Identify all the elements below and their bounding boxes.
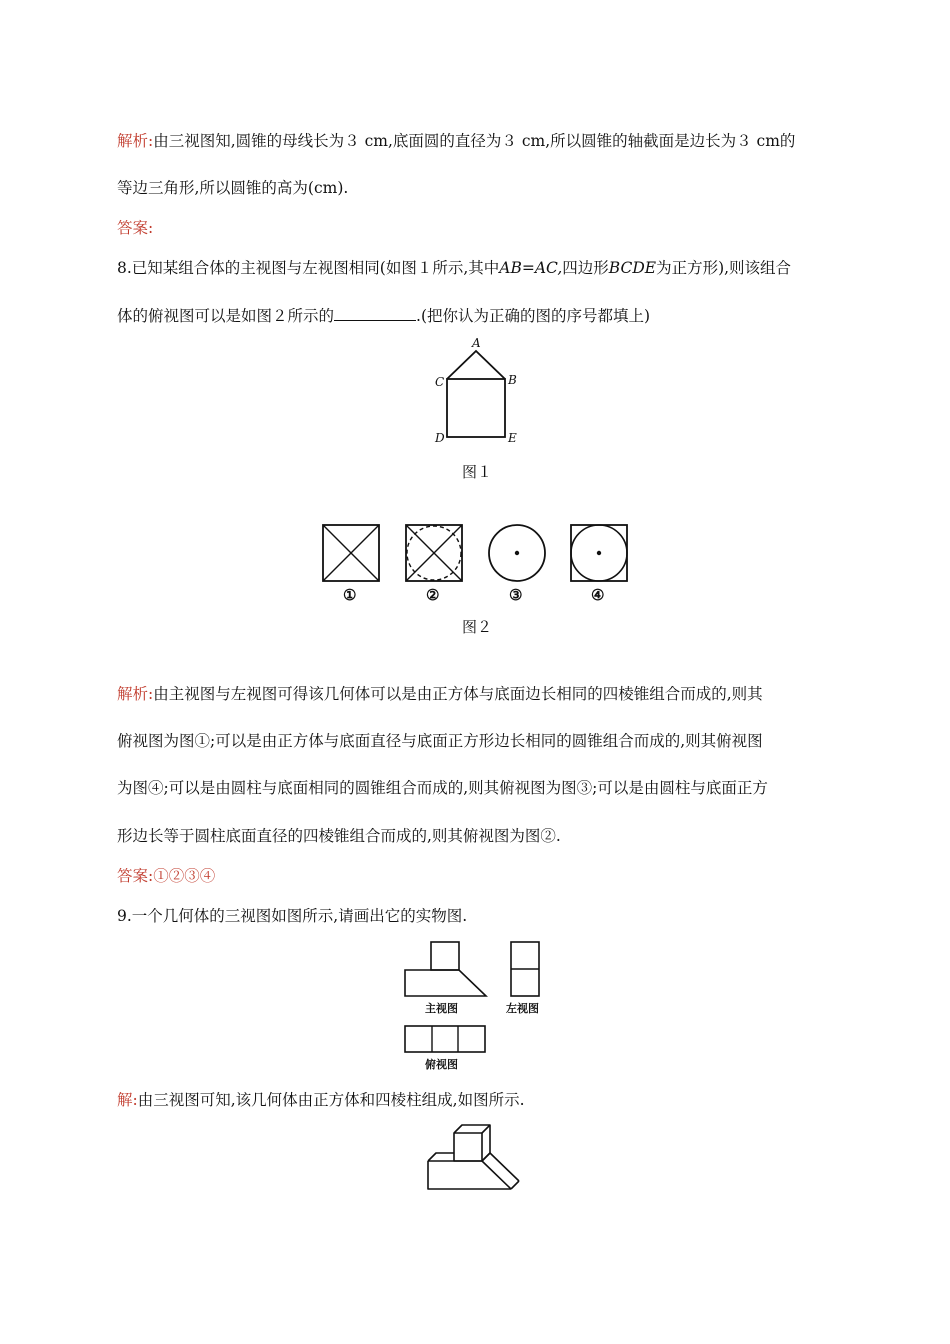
top-view-label: 俯视图 — [425, 1058, 458, 1071]
label-c: C — [435, 375, 445, 389]
answer-label: 答案: — [117, 867, 154, 885]
analysis-label: 解析: — [117, 685, 154, 703]
option-4-label: ④ — [591, 586, 605, 604]
roof-triangle — [447, 351, 505, 379]
answer-value: ①②③④ — [153, 867, 216, 885]
label-d: D — [435, 431, 445, 445]
q9-solution — [117, 1090, 525, 1110]
option-3-label: ③ — [509, 586, 523, 604]
option-2-label: ② — [426, 586, 440, 604]
option-1-view — [323, 525, 379, 581]
front-view — [405, 942, 486, 996]
analysis-text: 由三视图知,圆锥的母线长为３ cm,底面圆的直径为３ cm,所以圆锥的轴截面是边长为３ cm的 — [153, 132, 796, 150]
option-3-view — [489, 525, 545, 581]
analysis-text: 由主视图与左视图可得该几何体可以是由正方体与底面边长相同的四棱锥组合而成的,则其 — [153, 685, 763, 703]
solid-drawing — [425, 1122, 530, 1194]
solution-label: 解: — [117, 1091, 138, 1109]
q8-answer — [117, 866, 215, 886]
q9-stem: 9.一个几何体的三视图如图所示,请画出它的实物图. — [117, 907, 468, 925]
option-1-label: ① — [343, 586, 357, 604]
q7-analysis-line-1 — [117, 131, 795, 151]
top-view — [405, 1026, 485, 1052]
q8-stem-part: 体的俯视图可以是如图２所示的 — [117, 307, 335, 325]
q8-stem-part: 为正方形),则该组合 — [656, 259, 792, 277]
front-view-label: 主视图 — [425, 1002, 458, 1015]
q8-analysis-line-1 — [117, 684, 763, 704]
figure-1 — [425, 335, 525, 450]
option-4-view — [571, 525, 627, 581]
q8-stem-part: 8.已知某组合体的主视图与左视图相同(如图１所示,其中 — [117, 259, 500, 277]
q8-stem-line-1 — [117, 258, 791, 278]
square-bcde — [447, 379, 505, 437]
answer-blank — [334, 306, 416, 321]
figure-2 — [320, 522, 635, 602]
figure-1-caption: 图１ — [462, 463, 493, 481]
q8-analysis-line-2: 俯视图为图①;可以是由正方体与底面直径与底面正方形边长相同的圆锥组合而成的,则其俯视图 — [117, 732, 763, 750]
side-view-label: 左视图 — [506, 1002, 539, 1015]
q7-analysis-line-2: 等边三角形,所以圆锥的高为(cm). — [117, 179, 349, 197]
option-2-view — [406, 525, 462, 581]
q8-stem-square-name: BCDE — [608, 259, 657, 277]
label-a: A — [472, 336, 481, 350]
q8-stem-part: .(把你认为正确的图的序号都填上) — [416, 307, 651, 325]
solution-text: 由三视图可知,该几何体由正方体和四棱柱组成,如图所示. — [137, 1091, 525, 1109]
q8-stem-equation: AB=AC, — [499, 259, 563, 277]
analysis-label: 解析: — [117, 132, 154, 150]
q7-answer-label: 答案: — [117, 219, 154, 237]
q8-analysis-line-4: 形边长等于圆柱底面直径的四棱锥组合而成的,则其俯视图为图②. — [117, 827, 561, 845]
three-view-figure — [398, 938, 558, 1073]
side-view — [511, 942, 539, 996]
label-b: B — [508, 373, 517, 387]
q8-stem-line-2 — [117, 306, 650, 326]
q8-stem-part: 四边形 — [562, 259, 609, 277]
q8-analysis-line-3: 为图④;可以是由圆柱与底面相同的圆锥组合而成的,则其俯视图为图③;可以是由圆柱与底面正方 — [117, 779, 768, 797]
figure-2-caption: 图２ — [462, 618, 493, 636]
label-e: E — [508, 431, 517, 445]
